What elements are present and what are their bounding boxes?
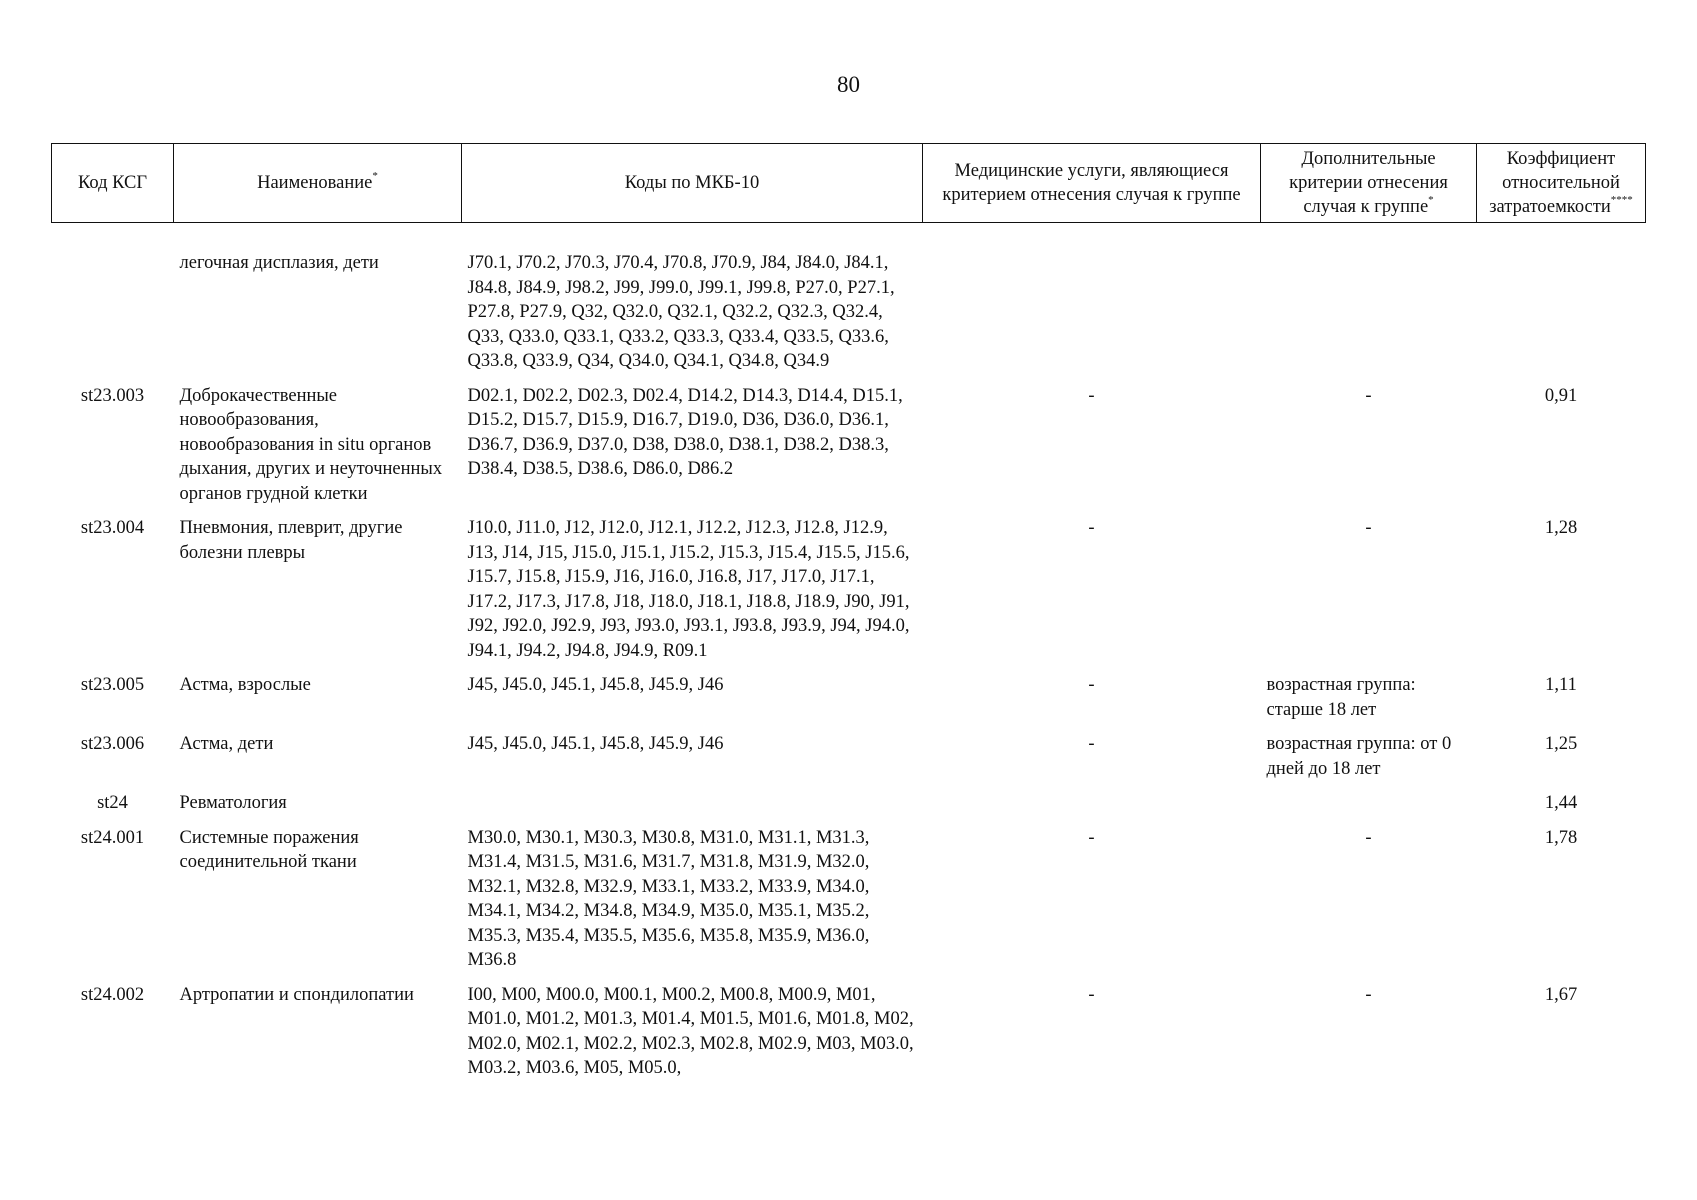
table-header (52, 144, 1646, 223)
medical-services (923, 791, 1261, 826)
table-row (52, 732, 1646, 791)
cost-coefficient: 1,78 (1544, 827, 1578, 848)
ksg-code: st23.003 (80, 385, 145, 406)
header-coefficient: Коэффициент относительной затратоемкости**** (1477, 144, 1646, 223)
header-icd-codes: Коды по МКБ-10 (462, 144, 923, 223)
additional-criteria: - (1365, 518, 1372, 538)
ksg-code: st24.002 (80, 984, 145, 1005)
additional-criteria: возрастная группа: от 0 дней до 18 лет (1266, 734, 1452, 779)
table-row (52, 983, 1646, 1091)
icd-codes: D02.1, D02.2, D02.3, D02.4, D14.2, D14.3, D14.4, D15.1, D15.2, D15.7, D15.9, D16.7, D19.0, D36, D36.0, D36.1, D36.7, D36.9, D37.0, D38, D38.0, D38.1, D38.2, D38.3, D38.4, D38.5, D38.6, D86.0, D86.2 (467, 385, 903, 479)
ksg-code: st23.004 (80, 518, 145, 538)
table-row (52, 223, 1646, 384)
table-row (52, 826, 1646, 983)
ksg-name: Ревматология (179, 793, 287, 813)
header-name: Наименование* (174, 144, 462, 223)
icd-codes: J70.1, J70.2, J70.3, J70.4, J70.8, J70.9, J84, J84.0, J84.1, J84.8, J84.9, J98.2, J99, J99.0, J99.1, J99.8, P27.0, P27.1, P27.8, P27.9, Q32, Q32.0, Q32.1, Q32.2, Q32.3, Q32.4, Q33, Q33.0, Q33.1, Q33.2, Q33.3, Q33.4, Q33.5, Q33.6, Q33.8, Q33.9, Q34, Q34.0, Q34.1, Q34.8, Q34.9 (467, 253, 895, 371)
medical-services: - (1088, 518, 1095, 538)
ksg-code: st23.006 (80, 734, 145, 754)
header-services: Медицинские услуги, являющиеся критерием отнесения случая к группе (923, 144, 1261, 223)
table-body (52, 223, 1646, 1091)
medical-services (923, 223, 1261, 384)
icd-codes: M30.0, M30.1, M30.3, M30.8, M31.0, M31.1, M31.3, M31.4, M31.5, M31.6, M31.7, M31.8, M31.9, M32.0, M32.1, M32.8, M32.9, M33.1, M33.2, M33.9, M34.0, M34.1, M34.2, M34.8, M34.9, M35.0, M35.1, M35.2, M35.3, M35.4, M35.5, M35.6, M35.8, M35.9, M36.0, M36.8 (467, 827, 870, 970)
header-additional-criteria: Дополнительные критерии отнесения случая к группе* (1261, 144, 1477, 223)
ksg-name: Системные поражения соединительной ткани (179, 827, 359, 872)
table-row (52, 673, 1646, 732)
cost-coefficient (1477, 223, 1646, 384)
table-row (52, 791, 1646, 826)
ksg-name: Артропатии и спондилопатии (179, 984, 414, 1005)
additional-criteria (1261, 791, 1477, 826)
ksg-table (51, 143, 1646, 1091)
cost-coefficient: 0,91 (1544, 385, 1578, 406)
ksg-code: st24.001 (80, 827, 145, 848)
cost-coefficient: 1,44 (1544, 793, 1578, 813)
additional-criteria (1261, 223, 1477, 384)
footnote-mark: * (1428, 194, 1434, 206)
medical-services: - (1088, 827, 1095, 848)
cost-coefficient: 1,25 (1544, 734, 1578, 754)
icd-codes: J45, J45.0, J45.1, J45.8, J45.9, J46 (467, 734, 724, 754)
page-number: 80 (837, 72, 860, 97)
footnote-mark: * (372, 170, 378, 182)
header-code: Код КСГ (52, 144, 174, 223)
footnote-mark: **** (1610, 194, 1633, 206)
ksg-name: Астма, дети (179, 734, 274, 754)
ksg-code: st24 (97, 793, 128, 813)
additional-criteria: возрастная группа: старше 18 лет (1266, 675, 1416, 720)
cost-coefficient: 1,11 (1545, 675, 1577, 695)
icd-codes: J10.0, J11.0, J12, J12.0, J12.1, J12.2, J12.3, J12.8, J12.9, J13, J14, J15, J15.0, J15.1, J15.2, J15.3, J15.4, J15.5, J15.6, J15.7, J15.8, J15.9, J16, J16.0, J16.8, J17, J17.0, J17.1, J17.2, J17.3, J17.8, J18, J18.0, J18.1, J18.8, J18.9, J90, J91, J92, J92.0, J92.9, J93, J93.0, J93.1, J93.8, J93.9, J94, J94.0, J94.1, J94.2, J94.8, J94.9, R09.1 (467, 518, 910, 661)
table-row (52, 384, 1646, 517)
icd-codes: J45, J45.0, J45.1, J45.8, J45.9, J46 (467, 675, 724, 695)
icd-codes: I00, M00, M00.0, M00.1, M00.2, M00.8, M00.9, M01, M01.0, M01.2, M01.3, M01.4, M01.5, M01.6, M01.8, M02, M02.0, M02.1, M02.2, M02.3, M02.8, M02.9, M03, M03.0, M03.2, M03.6, M05, M05.0, (467, 984, 914, 1078)
ksg-name: Пневмония, плеврит, другие болезни плевры (179, 518, 403, 563)
additional-criteria: - (1365, 385, 1372, 406)
ksg-code: st23.005 (80, 675, 145, 695)
medical-services: - (1088, 984, 1095, 1005)
icd-codes (462, 791, 923, 826)
cost-coefficient: 1,67 (1544, 984, 1578, 1005)
ksg-name: Астма, взрослые (179, 675, 311, 695)
ksg-name: Доброкачественные новообразования, новообразования in situ органов дыхания, других и неуточненных органов грудной клетки (179, 385, 443, 504)
medical-services: - (1088, 385, 1095, 406)
medical-services: - (1088, 675, 1095, 695)
ksg-code (52, 223, 174, 384)
medical-services: - (1088, 734, 1095, 754)
additional-criteria: - (1365, 827, 1372, 848)
additional-criteria: - (1365, 984, 1372, 1005)
cost-coefficient: 1,28 (1544, 518, 1578, 538)
table-row (52, 516, 1646, 673)
ksg-name: легочная дисплазия, дети (179, 253, 379, 273)
